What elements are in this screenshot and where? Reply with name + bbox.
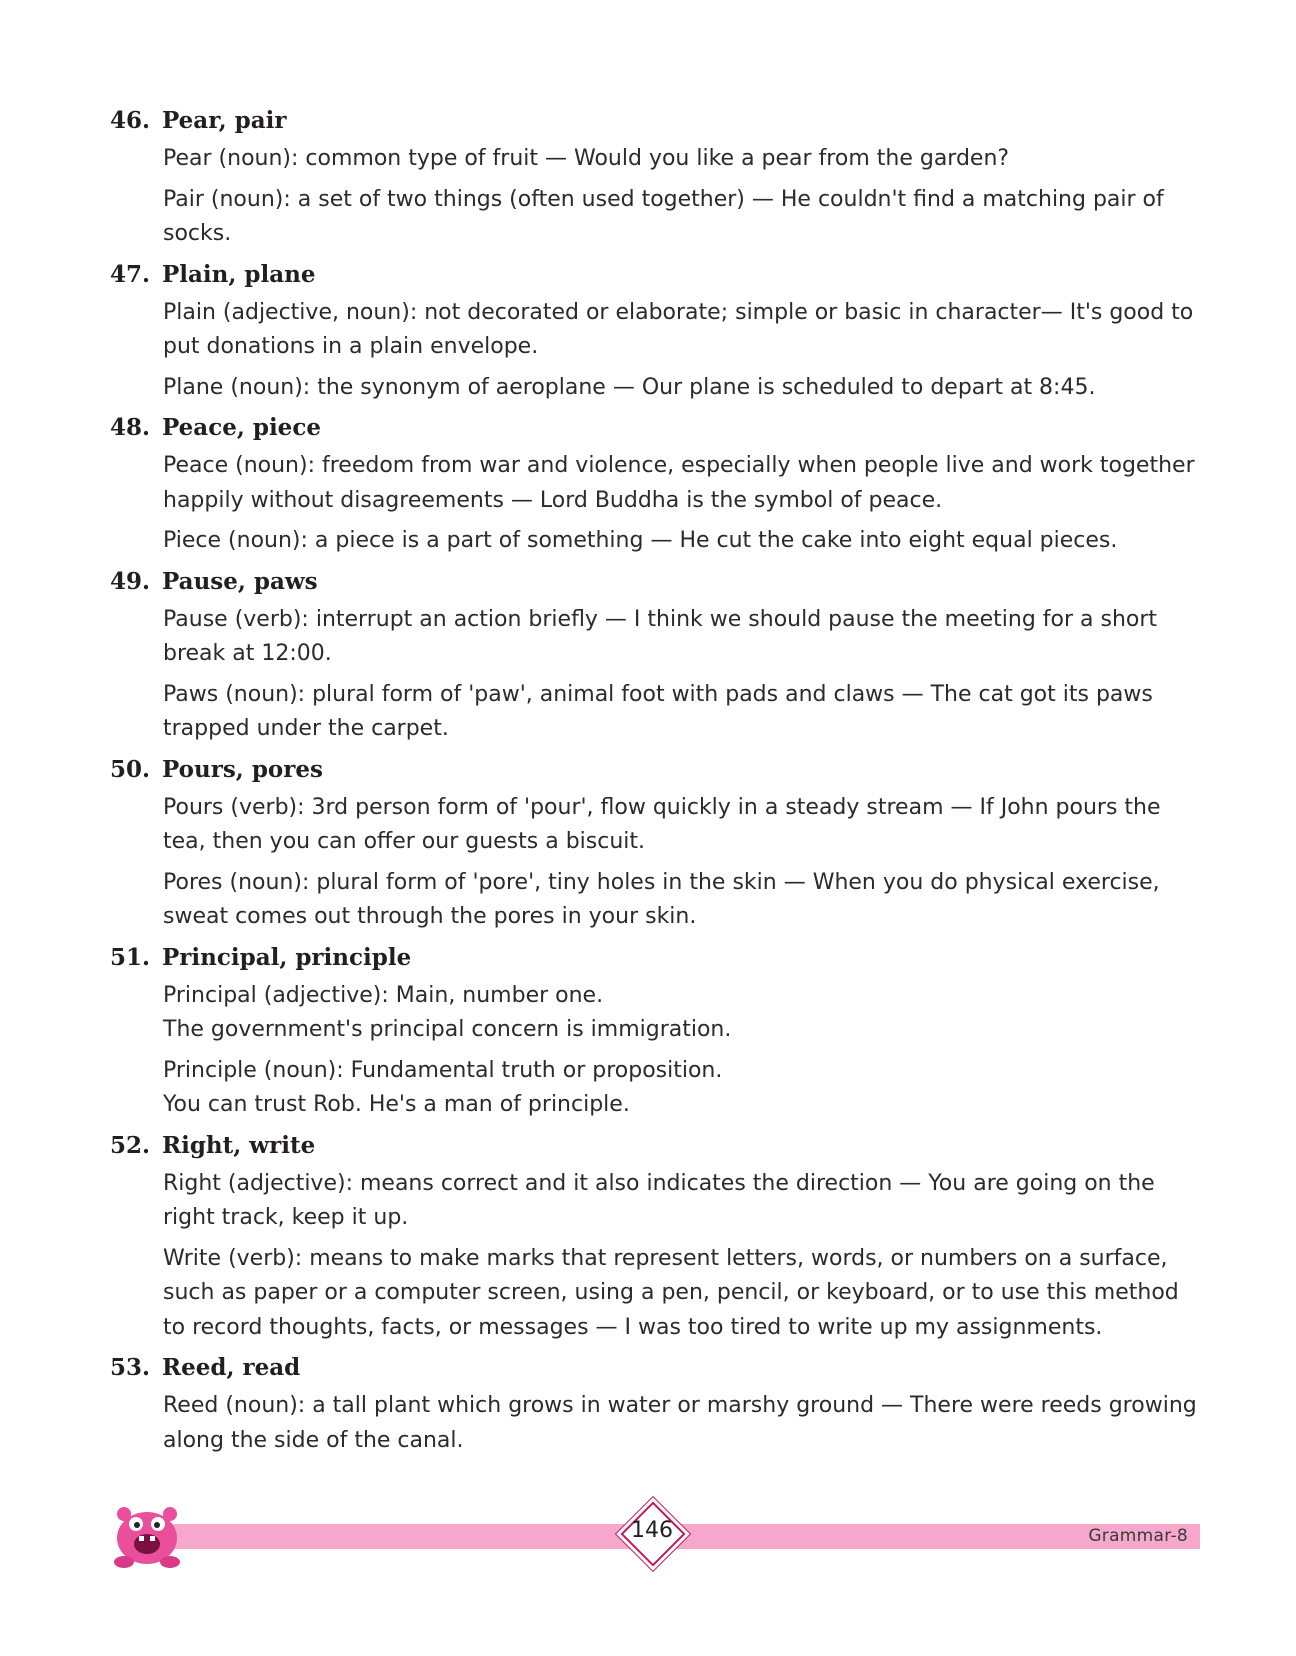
entry-title: Pear, pair (162, 107, 287, 134)
entry-number: 46. (110, 107, 151, 134)
page-number: 146 (631, 1518, 673, 1543)
entry-title: Peace, piece (162, 414, 321, 441)
entry-heading (110, 941, 1200, 975)
entry-49 (110, 565, 1200, 747)
definition: Plane (noun): the synonym of aeroplane — Our plane is scheduled to depart at 8:45. (163, 374, 1096, 400)
definition: Reed (noun): a tall plant which grows in water or marshy ground — There were reeds growing along the side of the canal. (163, 1393, 1197, 1453)
definition: Principle (noun): Fundamental truth or proposition. (163, 1057, 723, 1083)
page-content (110, 104, 1200, 1464)
definition: Right (adjective): means correct and it also indicates the direction — You are going on the right track, keep it up. (163, 1170, 1155, 1230)
entry-number: 47. (110, 260, 151, 288)
example-sentence: You can trust Rob. He's a man of principle. (163, 1092, 630, 1117)
definition: Peace (noun): freedom from war and violence, especially when people live and work together happily without disagreements — Lord Buddha is the symbol of peace. (163, 453, 1195, 513)
entry-number: 48. (110, 414, 151, 441)
definition: Pear (noun): common type of fruit — Would you like a pear from the garden? (163, 146, 1010, 171)
book-label: Grammar-8 (1088, 1526, 1188, 1546)
entry-heading (110, 1351, 1200, 1385)
entry-46 (110, 104, 1200, 252)
entry-number: 52. (110, 1131, 151, 1159)
definition: Piece (noun): a piece is a part of something — He cut the cake into eight equal pieces. (163, 528, 1118, 553)
entry-number: 49. (110, 567, 151, 595)
entry-title: Reed, read (162, 1354, 301, 1381)
entry-number: 53. (110, 1354, 151, 1381)
entry-47 (110, 258, 1200, 406)
entry-heading (110, 565, 1200, 599)
definition: Pause (verb): interrupt an action briefly — I think we should pause the meeting for a short break at 12:00. (163, 606, 1158, 666)
entry-heading (110, 753, 1200, 787)
entry-52 (110, 1129, 1200, 1346)
entry-50 (110, 753, 1200, 935)
entry-heading (110, 258, 1200, 292)
entry-51 (110, 941, 1200, 1123)
entry-48 (110, 411, 1200, 559)
entry-number: 50. (110, 755, 151, 783)
entry-title: Right, write (162, 1131, 316, 1159)
example-sentence: The government's principal concern is immigration. (163, 1017, 732, 1042)
entry-heading (110, 104, 1200, 138)
entry-title: Pause, paws (162, 567, 318, 595)
definition: Pours (verb): 3rd person form of 'pour', flow quickly in a steady stream — If John pours the tea, then you can offer our guests a biscuit. (163, 794, 1161, 854)
definition: Pores (noun): plural form of 'pore', tiny holes in the skin — When you do physical exercise, sweat comes out through the pores in your skin. (163, 869, 1160, 929)
entry-title: Pours, pores (162, 755, 323, 783)
entry-heading (110, 411, 1200, 445)
definition: Principal (adjective): Main, number one. (163, 982, 604, 1008)
definition: Pair (noun): a set of two things (often used together) — He couldn't find a matching pair of socks. (163, 186, 1164, 246)
page-footer (0, 1500, 1296, 1580)
entry-53 (110, 1351, 1200, 1458)
entry-title: Principal, principle (162, 943, 412, 971)
entry-number: 51. (110, 943, 151, 971)
definition: Write (verb): means to make marks that represent letters, words, or numbers on a surface, such as paper or a computer screen, using a pen, pencil, or keyboard, or to use this method to record thoughts, facts, or messages — I was too tired to write up my assignments. (163, 1245, 1179, 1340)
definition: Paws (noun): plural form of 'paw', animal foot with pads and claws — The cat got its paws trapped under the carpet. (163, 681, 1153, 741)
monster-mascot-icon (104, 1500, 190, 1570)
entry-title: Plain, plane (162, 260, 316, 288)
entry-heading (110, 1129, 1200, 1163)
definition: Plain (adjective, noun): not decorated or elaborate; simple or basic in character— It's good to put donations in a plain envelope. (163, 299, 1194, 359)
